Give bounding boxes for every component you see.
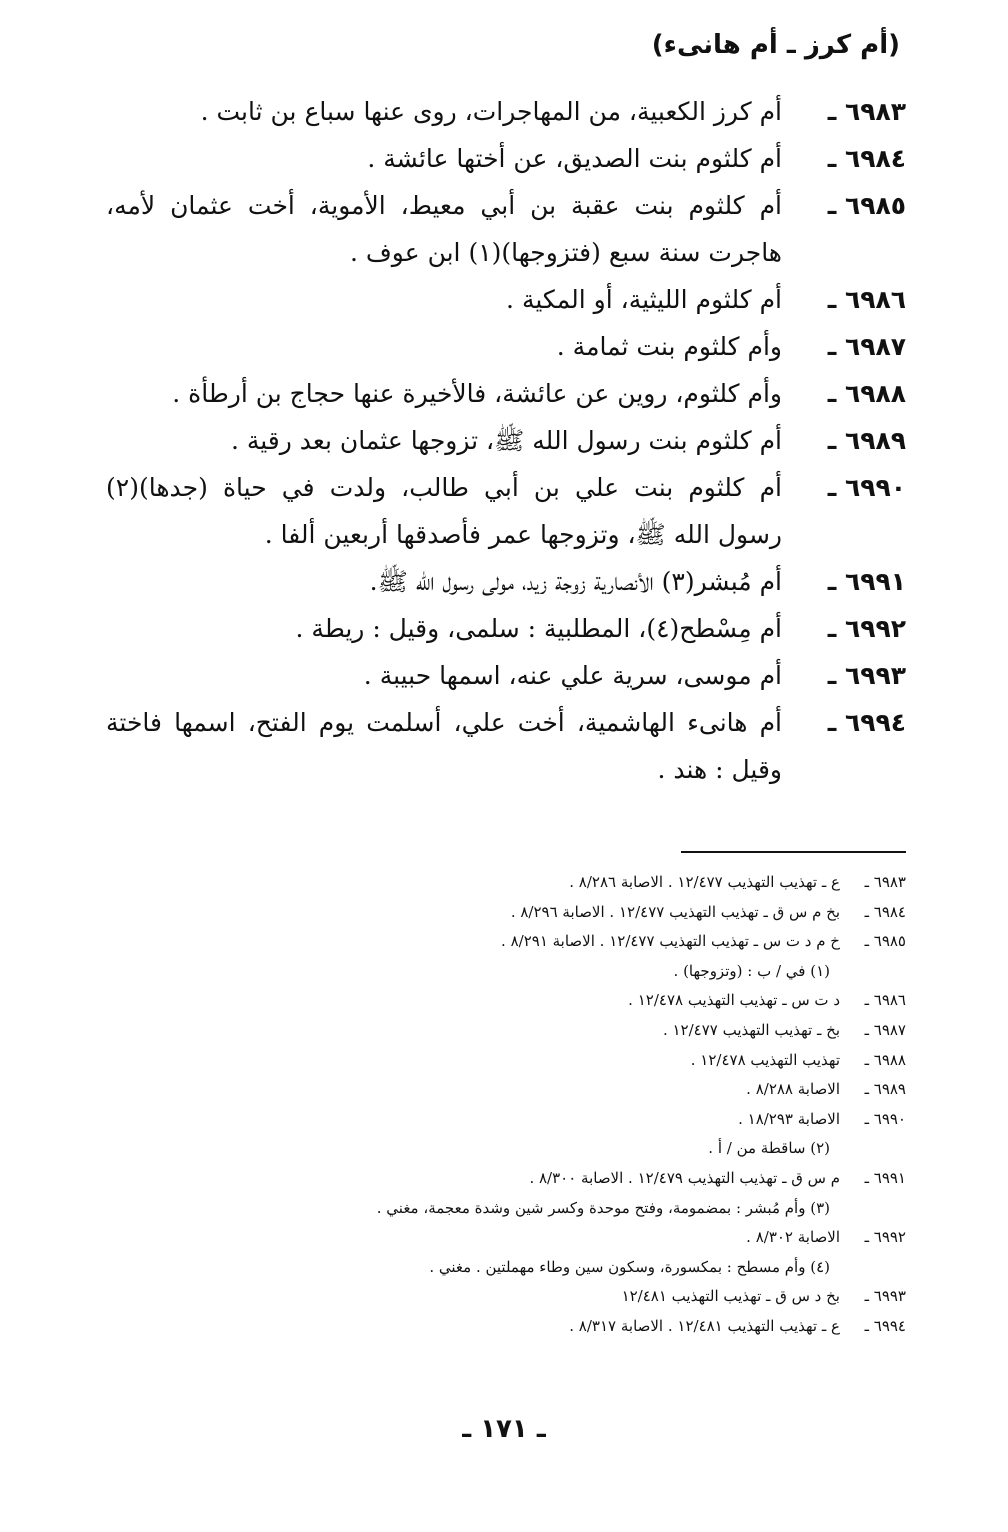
footnote bbox=[106, 1016, 906, 1046]
entry-text: أم كلثوم بنت رسول الله ﷺ، تزوجها عثمان بعد رقية . bbox=[230, 426, 782, 455]
entry-text: أم كرز الكعبية، من المهاجرات، روى عنها سباع بن ثابت . bbox=[200, 97, 782, 126]
footnote-text: (٤) وأم مسطح : بمكسورة، وسكون سين وطاء مهملتين . مغني . bbox=[429, 1257, 830, 1276]
footnote-text: الاصابة ١٨/٢٩٣ . bbox=[738, 1109, 840, 1128]
footnote-number: ٦٩٩٤ ـ bbox=[864, 1316, 906, 1335]
footnote bbox=[106, 1046, 906, 1076]
entry-item bbox=[106, 88, 906, 135]
entry-number: ٦٩٨٩ ـ bbox=[827, 426, 906, 455]
entry-item bbox=[106, 182, 906, 276]
entry-item bbox=[106, 699, 906, 793]
footnote-number bbox=[840, 1194, 906, 1224]
entry-item bbox=[106, 605, 906, 652]
footnote-text: م س ق ـ تهذيب التهذيب ١٢/٤٧٩ . الاصابة ٨/٣٠٠ . bbox=[529, 1168, 840, 1187]
footnote-number: ٦٩٩١ ـ bbox=[864, 1168, 906, 1187]
entry-item bbox=[106, 276, 906, 323]
footnote bbox=[106, 986, 906, 1016]
entry-number: ٦٩٨٤ ـ bbox=[827, 144, 906, 173]
entry-text: أم مِسْطح(٤)، المطلبية : سلمى، وقيل : ريطة . bbox=[295, 614, 782, 643]
footnote bbox=[106, 1164, 906, 1194]
entry-item bbox=[106, 417, 906, 464]
entry-number: ٦٩٨٣ ـ bbox=[827, 97, 906, 126]
entry-number: ٦٩٨٧ ـ bbox=[827, 332, 906, 361]
footnote-number bbox=[840, 957, 906, 987]
entry-text: أم هانىء الهاشمية، أخت علي، أسلمت يوم الفتح، اسمها فاختة وقيل : هند . bbox=[106, 708, 782, 784]
entry-text: أم كلثوم بنت علي بن أبي طالب، ولدت في حياة (جدها)(٢) رسول الله ﷺ، وتزوجها عمر فأصدقها أربعين ألفا . bbox=[106, 473, 782, 549]
footnote-number: ٦٩٨٤ ـ bbox=[864, 902, 906, 921]
entry-number: ٦٩٨٦ ـ bbox=[827, 285, 906, 314]
entry-text: أم كلثوم بنت الصديق، عن أختها عائشة . bbox=[367, 144, 782, 173]
footnote bbox=[106, 1223, 906, 1253]
entry-number: ٦٩٩٠ ـ bbox=[827, 473, 906, 502]
entry-number: ٦٩٩٢ ـ bbox=[827, 614, 906, 643]
footnote bbox=[106, 1105, 906, 1135]
footnote-text: ع ـ تهذيب التهذيب ١٢/٤٨١ . الاصابة ٨/٣١٧ . bbox=[569, 1316, 840, 1335]
footnote-number bbox=[840, 1253, 906, 1283]
footnotes-list bbox=[106, 868, 906, 1342]
entry-item bbox=[106, 370, 906, 417]
footnote-text: (٣) وأم مُبشر : بمضمومة، وفتح موحدة وكسر شين وشدة معجمة، مغني . bbox=[376, 1198, 830, 1217]
entry-number: ٦٩٩١ ـ bbox=[827, 567, 906, 596]
footnote-number: ٦٩٨٣ ـ bbox=[864, 873, 906, 891]
footnote-number: ٦٩٨٨ ـ bbox=[864, 1050, 906, 1069]
footnote-subnote bbox=[106, 1134, 906, 1164]
footnote-number: ٦٩٩٢ ـ bbox=[864, 1228, 906, 1247]
entries-list bbox=[106, 88, 906, 793]
entry-text: أم موسى، سرية علي عنه، اسمها حبيبة . bbox=[363, 661, 782, 690]
footnote-number: ٦٩٨٩ ـ bbox=[864, 1080, 906, 1099]
entry-text: أم كلثوم بنت عقبة بن أبي معيط، الأموية، أخت عثمان لأمه، هاجرت سنة سبع (فتزوجها)(١) ابن عوف . bbox=[106, 191, 782, 267]
footnote-number bbox=[840, 1134, 906, 1164]
footnote-number: ٦٩٩٠ ـ bbox=[864, 1109, 906, 1128]
footnote-text: ع ـ تهذيب التهذيب ١٢/٤٧٧ . الاصابة ٨/٢٨٦ . bbox=[569, 873, 840, 891]
footnote-text: بخ د س ق ـ تهذيب التهذيب ١٢/٤٨١ bbox=[621, 1287, 840, 1306]
entry-text: وأم كلثوم بنت ثمامة . bbox=[556, 332, 782, 361]
footnote-text: تهذيب التهذيب ١٢/٤٧٨ . bbox=[690, 1050, 840, 1069]
entry-item bbox=[106, 652, 906, 699]
entry-text: أم مُبشر(٣) الأنصارية زوجة زيد، مولى رسول الله ﷺ. bbox=[369, 567, 782, 596]
footnote-separator bbox=[681, 851, 906, 853]
footnote-text: الاصابة ٨/٢٨٨ . bbox=[746, 1080, 840, 1099]
entry-number: ٦٩٩٣ ـ bbox=[827, 661, 906, 690]
footnote-text: (٢) ساقطة من / أ . bbox=[708, 1139, 830, 1158]
entry-item bbox=[106, 464, 906, 558]
footnote-text: د ت س ـ تهذيب التهذيب ١٢/٤٧٨ . bbox=[628, 991, 840, 1010]
footnote-text: بخ م س ق ـ تهذيب التهذيب ١٢/٤٧٧ . الاصابة ٨/٢٩٦ . bbox=[510, 902, 840, 921]
entry-text: أم كلثوم الليثية، أو المكية . bbox=[506, 285, 782, 314]
footnote-text: الاصابة ٨/٣٠٢ . bbox=[746, 1228, 840, 1247]
entry-text: وأم كلثوم، روين عن عائشة، فالأخيرة عنها حجاج بن أرطأة . bbox=[172, 379, 782, 408]
page-number: ـ ١٧١ ـ bbox=[462, 1414, 546, 1444]
entry-number: ٦٩٩٤ ـ bbox=[827, 708, 906, 737]
footnote bbox=[106, 868, 906, 898]
running-head: (أم كرز ـ أم هانىء) bbox=[651, 30, 900, 60]
entry-item bbox=[106, 135, 906, 182]
entry-number: ٦٩٨٨ ـ bbox=[827, 379, 906, 408]
entry-item bbox=[106, 323, 906, 370]
footnote bbox=[106, 927, 906, 957]
footnote-subnote bbox=[106, 1194, 906, 1224]
footnote-number: ٦٩٨٥ ـ bbox=[864, 932, 906, 951]
entry-item bbox=[106, 558, 906, 605]
footnote bbox=[106, 1075, 906, 1105]
footnote-text: خ م د ت س ـ تهذيب التهذيب ١٢/٤٧٧ . الاصابة ٨/٢٩١ . bbox=[501, 932, 840, 951]
footnote-subnote bbox=[106, 957, 906, 987]
footnote-text: (١) في / ب : (وتزوجها) . bbox=[673, 961, 830, 980]
entry-number: ٦٩٨٥ ـ bbox=[827, 191, 906, 220]
footnote-number: ٦٩٨٦ ـ bbox=[864, 991, 906, 1010]
footnote bbox=[106, 1282, 906, 1312]
footnote-number: ٦٩٩٣ ـ bbox=[864, 1287, 906, 1306]
footnote-number: ٦٩٨٧ ـ bbox=[864, 1020, 906, 1039]
footnote-text: بخ ـ تهذيب التهذيب ١٢/٤٧٧ . bbox=[662, 1020, 840, 1039]
footnote bbox=[106, 898, 906, 928]
footnote bbox=[106, 1312, 906, 1342]
footnote-subnote bbox=[106, 1253, 906, 1283]
